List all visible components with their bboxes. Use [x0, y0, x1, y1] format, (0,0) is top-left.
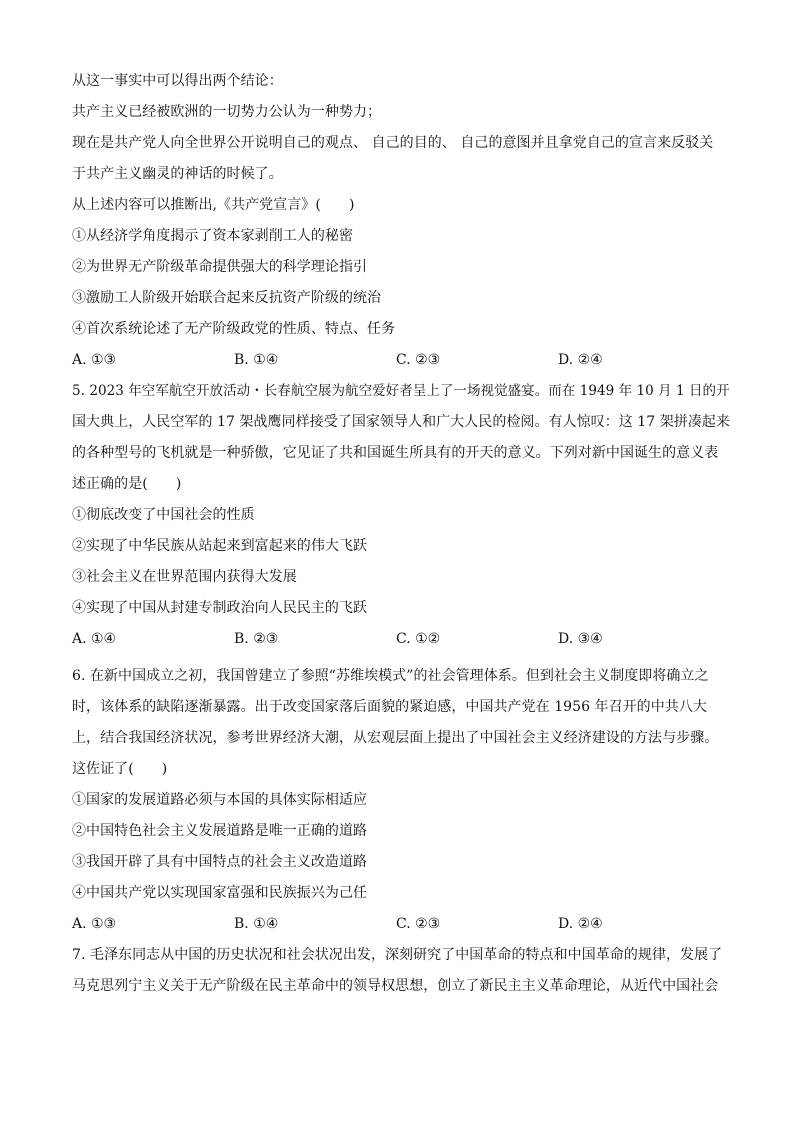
option-b[interactable]: B. ①④ — [234, 916, 279, 932]
question-line: 6. 在新中国成立之初，我国曾建立了参照“苏维埃模式”的社会管理体系。但到社会主义制度即将确立之 — [72, 668, 709, 684]
question-line: 的各种型号的飞机就是一种骄傲，它见证了共和国诞生所具有的开天的意义。下列对新中国诞生的意义表 — [72, 445, 719, 461]
question-line: 马克思列宁主义关于无产阶级在民主革命中的领导权思想，创立了新民主主义革命理论，从近代中国社会 — [72, 978, 719, 994]
statement-1: ①国家的发展道路必须与本国的具体实际相适应 — [72, 792, 368, 808]
statement-4: ④中国共产党以实现国家富强和民族振兴为己任 — [72, 885, 368, 901]
statement-4: ④首次系统论述了无产阶级政党的性质、特点、任务 — [72, 321, 396, 337]
question-prompt: 从上述内容可以推断出,《共产党宣言》( ) — [72, 197, 355, 213]
option-b[interactable]: B. ①④ — [234, 352, 279, 368]
question-line: 5. 2023 年空军航空开放活动・长春航空展为航空爱好者呈上了一场视觉盛宴。而在 1949 年 10 月 1 日的开 — [72, 383, 730, 399]
intro-line: 共产主义已经被欧洲的一切势力公认为一种势力； — [72, 104, 382, 120]
option-a[interactable]: A. ①④ — [72, 631, 117, 647]
statement-1: ①从经济学角度揭示了资本家剥削工人的秘密 — [72, 228, 353, 244]
option-c[interactable]: C. ①② — [396, 631, 441, 647]
answer-options — [72, 624, 732, 655]
option-c[interactable]: C. ②③ — [396, 916, 441, 932]
question-prompt: 这佐证了( ) — [72, 761, 168, 777]
statement-2: ②中国特色社会主义发展道路是唯一正确的道路 — [72, 823, 368, 839]
answer-options — [72, 909, 732, 940]
intro-line: 现在是共产党人向全世界公开说明自己的观点、 自己的目的、 自己的意图并且拿党自己的宣言来反驳关 — [72, 135, 714, 151]
statement-3: ③我国开辟了具有中国特点的社会主义改造道路 — [72, 854, 368, 870]
question-5 — [72, 376, 732, 655]
statement-3: ③社会主义在世界范围内获得大发展 — [72, 569, 297, 585]
option-d[interactable]: D. ②④ — [558, 916, 603, 932]
question-6 — [72, 661, 732, 940]
statement-2: ②实现了中华民族从站起来到富起来的伟大飞跃 — [72, 538, 368, 554]
option-c[interactable]: C. ②③ — [396, 352, 441, 368]
answer-options — [72, 345, 732, 376]
intro-line: 从这一事实中可以得出两个结论： — [72, 73, 283, 89]
option-d[interactable]: D. ②④ — [558, 352, 603, 368]
option-b[interactable]: B. ②③ — [234, 631, 279, 647]
question-line: 上，结合我国经济状况，参考世界经济大潮，从宏观层面上提出了中国社会主义经济建设的方法与步骤。 — [72, 730, 719, 746]
question-7 — [72, 940, 732, 1002]
intro-line: 于共产主义幽灵的神话的时候了。 — [72, 166, 283, 182]
statement-1: ①彻底改变了中国社会的性质 — [72, 507, 255, 523]
option-a[interactable]: A. ①③ — [72, 916, 117, 932]
question-line: 7. 毛泽东同志从中国的历史状况和社会状况出发，深刻研究了中国革命的特点和中国革命的规律，发展了 — [72, 947, 723, 963]
statement-2: ②为世界无产阶级革命提供强大的科学理论指引 — [72, 259, 368, 275]
question-prompt: 述正确的是( ) — [72, 476, 182, 492]
statement-3: ③激励工人阶级开始联合起来反抗资产阶级的统治 — [72, 290, 382, 306]
question-line: 时，该体系的缺陷逐渐暴露。出于改变国家落后面貌的紧迫感，中国共产党在 1956 年召开的中共八大 — [72, 699, 707, 715]
statement-4: ④实现了中国从封建专制政治向人民民主的飞跃 — [72, 600, 368, 616]
question-line: 国大典上，人民空军的 17 架战鹰同样接受了国家领导人和广大人民的检阅。有人惊叹：这 17 架拼凑起来 — [72, 414, 730, 430]
question-4-continuation — [72, 66, 732, 376]
page-content — [72, 66, 732, 1002]
option-a[interactable]: A. ①③ — [72, 352, 117, 368]
option-d[interactable]: D. ③④ — [558, 631, 603, 647]
